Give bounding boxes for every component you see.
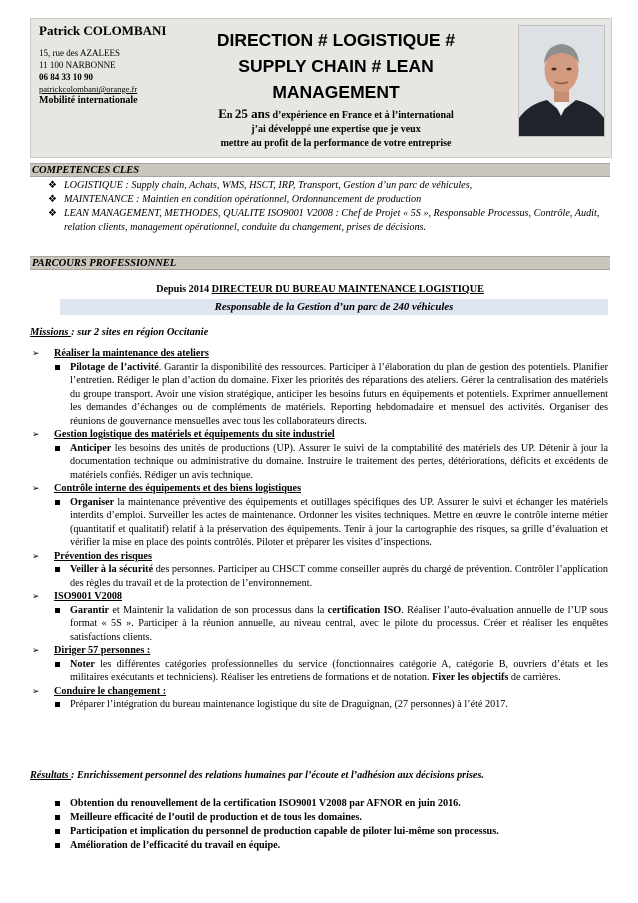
list-item: Veiller à la sécurité des personnes. Participer au CHSCT comme conseiller auprès du chargé de prévention. Contrôler l’application des règles du travail et de la protection de l’environnement. — [30, 563, 608, 590]
headline-line-1: DIRECTION # LOGISTIQUE # — [216, 30, 456, 50]
profile-photo — [518, 25, 605, 137]
responsibility-banner: Responsable de la Gestion d’un parc de 240 véhicules — [60, 299, 608, 315]
competences-heading: COMPETENCES CLES — [30, 163, 610, 177]
list-item: ❖ MAINTENANCE : Maintien en condition opérationnel, Ordonnancement de production — [48, 194, 422, 205]
mission-heading: ➢ Conduire le changement : — [32, 685, 167, 697]
tagline-rest: d’expérience en France et à l’international — [269, 110, 454, 121]
list-item: ❖ LEAN MANAGEMENT, METHODES, QUALITE ISO9001 V2008 : Chef de Projet « 5S », Responsable Processus, Contrôle, Audit, relation clients, management opérationnel, conduite du changement, prises de décisions. — [48, 208, 600, 233]
arrow-bullet-icon: ➢ — [32, 591, 40, 601]
square-bullet-icon — [55, 500, 60, 505]
square-bullet-icon — [55, 446, 60, 451]
diamond-bullet-icon: ❖ — [48, 194, 57, 205]
arrow-bullet-icon: ➢ — [32, 429, 40, 439]
results-list — [30, 797, 608, 853]
headline-line-3: MANAGEMENT — [272, 82, 400, 102]
list-item: Garantir et Maintenir la validation de son processus dans la certification ISO. Réaliser l’auto-évaluation annuelle de l’UP sous format « 5S ». Participer à la réunion annuelle, au niveau central, avec le pilote du processus. Créer et réaliser les enquêtes satisfactions clients. — [30, 604, 608, 645]
list-item: Anticiper les besoins des unités de productions (UP). Assurer le suivi de la comptabilité des matériels des UP. Détenir à jour la documentation technique ou administrative du domaine. Instruire le traitement des pertes, détériorations, déficits et excédents de matériels confiés. Rédiger un avis technique. — [30, 442, 608, 483]
square-bullet-icon — [55, 843, 60, 848]
parcours-heading: PARCOURS PROFESSIONNEL — [30, 256, 610, 270]
mission-heading: ➢ Réaliser la maintenance des ateliers — [32, 348, 209, 359]
arrow-bullet-icon: ➢ — [32, 348, 40, 358]
mobility-label: Mobilité internationale — [39, 95, 138, 106]
position-line — [30, 284, 610, 295]
address-line-2: 11 100 NARBONNE — [39, 60, 116, 70]
tagline-mid: n — [226, 110, 235, 121]
list-item: ❖ LOGISTIQUE : Supply chain, Achats, WMS, HSCT, IRP, Transport, Gestion d’un parc de véhicules, — [48, 180, 473, 191]
list-item: Participation et implication du personnel de production capable de piloter lui-même son processus. — [30, 825, 608, 839]
arrow-bullet-icon: ➢ — [32, 685, 40, 696]
portrait-icon — [519, 26, 604, 136]
diamond-bullet-icon: ❖ — [48, 180, 57, 191]
list-item: Amélioration de l’efficacité du travail en équipe. — [30, 839, 608, 853]
arrow-bullet-icon: ➢ — [32, 550, 40, 561]
list-item: Noter les différentes catégories professionnelles du service (fonctionnaires catégorie A, catégorie B, ouvriers d’états et les militaires exécutants et techniciens). Réaliser les entretiens de formations et de notation. Fixer les objectifs de carrières. — [30, 658, 608, 685]
missions-label: Missions : sur 2 sites en région Occitanie — [30, 327, 209, 338]
competences-list — [48, 179, 608, 235]
list-item: Préparer l’intégration du bureau maintenance logistique du site de Draguignan, (27 personnes) à l’été 2017. — [30, 698, 608, 712]
square-bullet-icon — [55, 829, 60, 834]
tagline-line-3: mettre au profit de la performance de votre entreprise — [220, 138, 452, 149]
mission-heading: ➢ Diriger 57 personnes : — [32, 645, 151, 656]
mission-heading: ➢ ISO9001 V2008 — [32, 591, 123, 602]
arrow-bullet-icon: ➢ — [32, 483, 40, 493]
missions-blocks — [30, 347, 608, 712]
arrow-bullet-icon: ➢ — [32, 645, 40, 655]
headline-line-2: SUPPLY CHAIN # LEAN — [238, 56, 434, 76]
diamond-bullet-icon: ❖ — [48, 208, 57, 219]
mission-heading: ➢ Contrôle interne des équipements et des biens logistiques — [32, 483, 302, 494]
mission-heading: ➢ Gestion logistique des matériels et équipements du site industriel — [32, 429, 335, 440]
list-item: Meilleure efficacité de l’outil de production et de tous les domaines. — [30, 811, 608, 825]
address-line-1: 15, rue des AZALEES — [39, 48, 120, 58]
square-bullet-icon — [55, 801, 60, 806]
list-item: Obtention du renouvellement de la certification ISO9001 V2008 par AFNOR en juin 2016. — [30, 797, 608, 811]
tagline — [176, 107, 496, 151]
phone-number: 06 84 33 10 90 — [39, 72, 93, 82]
header-box — [30, 18, 612, 158]
list-item: Pilotage de l’activité. Garantir la disponibilité des ressources. Participer à l’élaboration du plan de gestion des potentiels. Planifier l’entretien. Rédiger le plan d’action du domaine. Fixer les priorités des réparations des ateliers. Gérer la centralisation des matériels du groupe transport. Avoir une vision stratégique, anticiper les besoins futurs en équipements et potentiels. Exprimer annuellement les demandes d’échanges ou de compléments de matériels. Reporting hebdomadaire et mensuel des activités. Organiser des réunions de gouvernance mensuelles avec tous les collaborateurs directs. — [30, 361, 608, 429]
square-bullet-icon — [55, 702, 60, 707]
position-since: Depuis 2014 — [156, 284, 212, 295]
position-title: DIRECTEUR DU BUREAU MAINTENANCE LOGISTIQUE — [211, 284, 484, 295]
square-bullet-icon — [55, 608, 60, 613]
tagline-initial: E — [218, 106, 227, 121]
list-item: Organiser la maintenance préventive des équipements et outillages spécifiques des UP. Assurer le suivi et échanger les matériels interdits d’emploi. Surveiller les actes de maintenance. Ordonner les visites techniques. Mettre en œuvre le contrôle interne métier (quantitatif et qualitatif) relatif à la préservation des équipements. Tenir à jour la cartographie des risques, sa grille d’évaluation et vérifier la mise en place des points contrôlés. Piloter et préparer les visites d’inspections. — [30, 496, 608, 550]
email-link[interactable]: patrickcolombani@orange.fr — [39, 84, 138, 94]
square-bullet-icon — [55, 365, 60, 370]
candidate-name: Patrick COLOMBANI — [39, 23, 167, 38]
contact-block — [39, 25, 179, 107]
square-bullet-icon — [55, 567, 60, 572]
mission-heading: ➢ Prévention des risques — [32, 550, 152, 562]
tagline-years: 25 ans — [234, 106, 270, 121]
square-bullet-icon — [55, 662, 60, 667]
headline-title — [176, 27, 496, 105]
tagline-line-2: j’ai développé une expertise que je veux — [251, 124, 421, 135]
square-bullet-icon — [55, 815, 60, 820]
results-label: Résultats : Enrichissement personnel des relations humaines par l’écoute et l’adhésion aux décisions prises. — [30, 770, 484, 781]
